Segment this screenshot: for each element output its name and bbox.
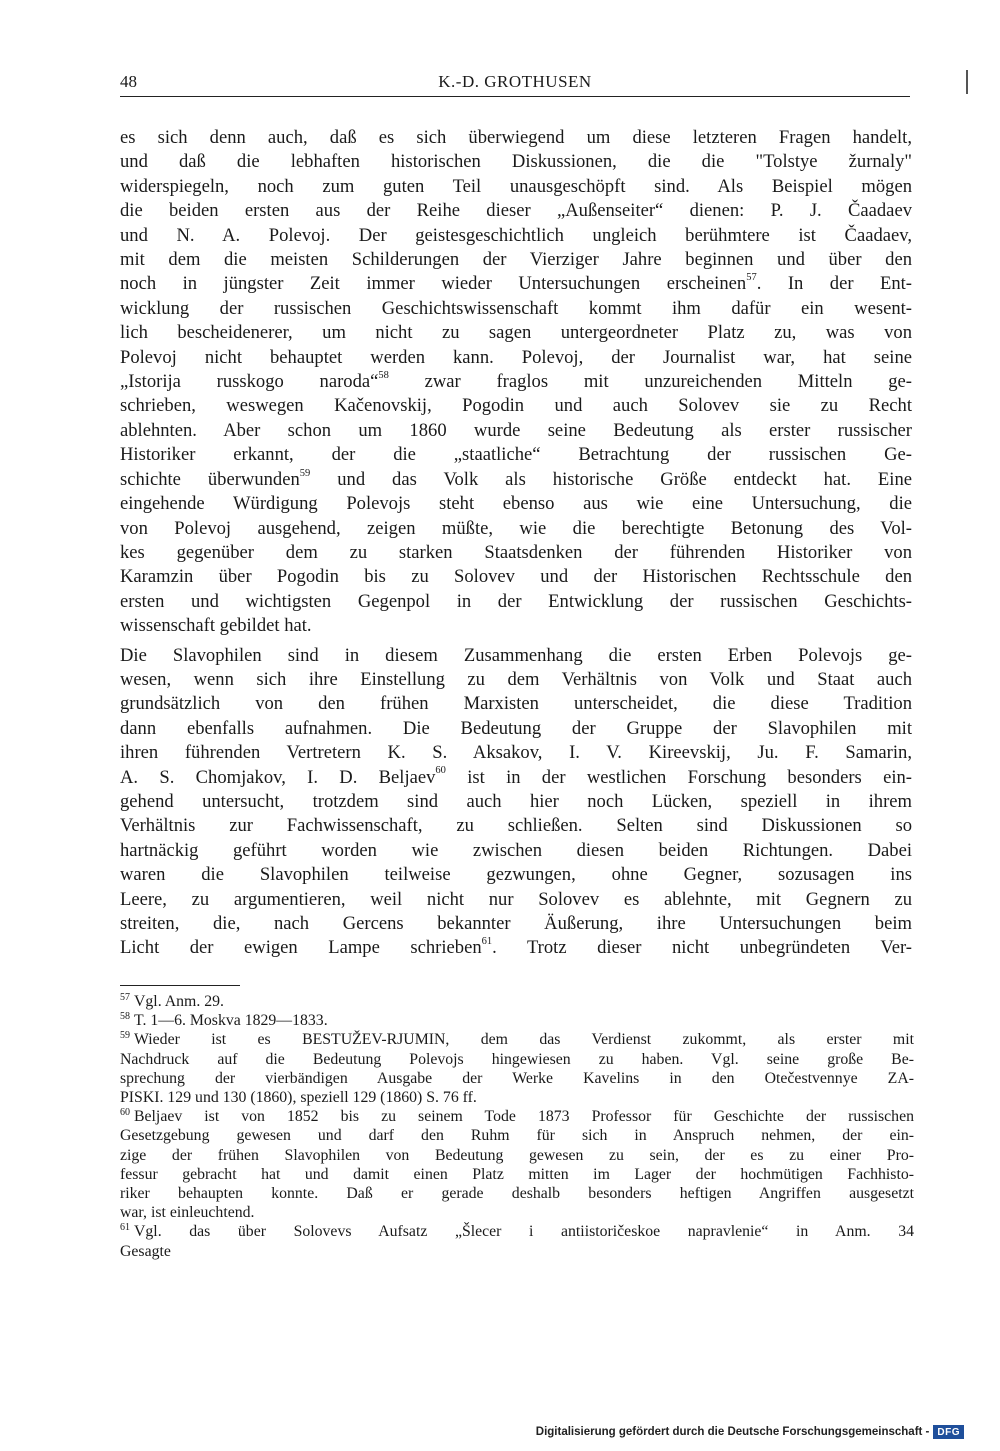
footnote-line: riker behaupten konnte. Daß er gerade deshalb besonders heftigen Angriffen ausgesetzt [120, 1185, 914, 1203]
body-text [120, 126, 912, 961]
footnote-text: Wieder ist es BESTUŽEV-RJUMIN, dem das Verdienst zukommt, als erster mit [134, 1031, 914, 1049]
text-line: ersten und wichtigsten Gegenpol in der Entwicklung der russischen Geschichts- [120, 590, 912, 612]
footnote-line: fessur gebracht hat und damit einen Platz mitten im Lager der hochmütigen Fachhisto- [120, 1165, 914, 1183]
footnote-line [120, 1222, 914, 1241]
footnote-mark: 61 [120, 1222, 130, 1234]
footnote-line [120, 992, 914, 1011]
text-line: waren die Slavophilen teilweise gezwungen, ohne Gegner, sozusagen ins [120, 864, 912, 886]
text-line: ihren führenden Vertretern K. S. Aksakov, I. V. Kireevskij, Ju. F. Samarin, [120, 742, 912, 764]
footnote-line: sprechung der vierbändigen Ausgabe der Werke Kavelins in den Otečestvennye ZA- [120, 1069, 914, 1087]
text-line: widerspiegeln, noch zum guten Teil unausgeschöpft sind. Als Beispiel mögen [120, 175, 912, 197]
text-segment: ist in der westlichen Forschung besonders ein- [445, 766, 912, 788]
footnote-59 [120, 1030, 914, 1107]
text-line: Polevoj nicht behauptet werden kann. Polevoj, der Journalist war, hat seine [120, 346, 912, 368]
footnote-57 [120, 992, 914, 1011]
text-line: dann ebenfalls aufnahmen. Die Bedeutung der Gruppe der Slavophilen mit [120, 717, 912, 739]
digitization-credit [536, 1421, 964, 1443]
text-segment: . In der Ent- [756, 273, 912, 295]
text-line: wicklung der russischen Geschichtswissenschaft kommt ihm dafür ein wesent- [120, 297, 912, 319]
text-line: Leere, zu argumentieren, weil nicht nur Solovev es ablehnte, mit Gegnern zu [120, 888, 912, 910]
page-number: 48 [120, 72, 137, 91]
footnote-ref-59[interactable]: 59 [299, 467, 311, 479]
text-segment: Licht der ewigen Lampe schrieben [120, 937, 482, 959]
text-line: wissenschaft gebildet hat. [120, 615, 312, 637]
text-line: Karamzin über Pogodin bis zu Solovev und der Historischen Rechtsschule den [120, 566, 912, 588]
footnote-ref-60[interactable]: 60 [435, 765, 446, 777]
text-line: streiten, die, nach Gercens bekannter Äußerung, ihre Untersuchungen beim [120, 913, 912, 934]
footnote-line: Gesetzgebung gewesen und darf den Ruhm für sich in Anspruch nehmen, der ein- [120, 1127, 914, 1145]
footnote-ref-61[interactable]: 61 [481, 936, 493, 948]
text-line: und daß die lebhaften historischen Diskussionen, die die "Tolstye žurnaly" [120, 151, 912, 173]
text-line: kes gegenüber dem zu starken Staatsdenken der führenden Historiker von [120, 541, 912, 563]
text-line: von Polevoj ausgehend, zeigen müßte, wie die berechtigte Betonung des Vol- [120, 517, 912, 539]
text-line: gehend untersucht, trotzdem sind auch hier noch Lücken, speziell in ihrem [120, 790, 912, 812]
footnote-text: Vgl. das über Solovevs Aufsatz „Šlecer i antiistoričeskoe napravlenie“ in Anm. 34 [134, 1223, 914, 1241]
footnote-line [120, 1030, 914, 1049]
footnote-divider [120, 985, 240, 986]
footnote-60 [120, 1107, 914, 1222]
text-line [120, 468, 912, 492]
dfg-logo-icon: DFG [933, 1425, 964, 1439]
paragraph-1 [120, 126, 912, 639]
text-line: Verhältnis zur Fachwissenschaft, zu schließen. Selten sind Diskussionen so [120, 815, 912, 837]
footnote-line [120, 1011, 914, 1030]
text-segment: noch in jüngster Zeit immer wieder Untersuchungen erscheinen [120, 273, 747, 295]
running-head: K.-D. GROTHUSEN [438, 72, 592, 91]
text-line: eingehende Würdigung Polevojs steht ebenso aus wie eine Untersuchung, die [120, 493, 912, 515]
text-line: grundsätzlich von den frühen Marxisten unterscheidet, die diese Tradition [120, 693, 912, 715]
footnote-mark: 59 [120, 1030, 130, 1042]
paragraph-2 [120, 644, 912, 961]
footnote-ref-57[interactable]: 57 [746, 272, 757, 284]
text-segment: schichte überwunden [120, 468, 300, 490]
text-line: Historiker erkannt, der die „staatliche“ Betrachtung der russischen Ge- [120, 444, 912, 466]
footnote-mark: 60 [120, 1106, 130, 1118]
footnote-text: Beljaev ist von 1852 bis zu seinem Tode 1873 Professor für Geschichte der russischen [134, 1108, 914, 1126]
footnote-61 [120, 1222, 914, 1260]
footnote-line: PISKI. 129 und 130 (1860), speziell 129 (1860) S. 76 ff. [120, 1089, 477, 1107]
footnote-line: zige der frühen Slavophilen von Bedeutung gewesen zu sein, der es zu einer Pro- [120, 1146, 914, 1164]
text-line [120, 272, 912, 296]
text-line: lich bescheidenerer, um nicht zu sagen untergeordneter Platz zu, was von [120, 322, 912, 344]
text-segment: und das Volk als historische Größe entdeckt hat. Eine [310, 468, 912, 490]
footnote-line: war, ist einleuchtend. [120, 1204, 255, 1222]
footnote-text: Vgl. Anm. 29. [134, 993, 224, 1010]
text-line: ablehnten. Aber schon um 1860 wurde seine Bedeutung als erster russischer [120, 419, 912, 441]
text-line: hartnäckig geführt worden wie zwischen diesen beiden Richtungen. Dabei [120, 839, 912, 861]
credit-text: Digitalisierung gefördert durch die Deutsche Forschungsgemeinschaft - [535, 1426, 930, 1438]
footnote-line: Nachdruck auf die Bedeutung Polevojs hingewiesen zu haben. Vgl. seine große Be- [120, 1050, 914, 1068]
footnotes [120, 992, 914, 1261]
text-line: und N. A. Polevoj. Der geistesgeschichtlich ungleich berühmtere ist Čaadaev, [120, 224, 912, 246]
text-line [120, 370, 912, 394]
text-line: schrieben, weswegen Kačenovskij, Pogodin und auch Solovev sie zu Recht [120, 395, 912, 417]
footnote-line: Gesagte [120, 1242, 171, 1260]
text-segment: „Istorija russkogo naroda“ [120, 371, 379, 393]
text-line [120, 936, 912, 960]
footnote-58 [120, 1011, 914, 1030]
text-line: wesen, wenn sich ihre Einstellung zu dem Verhältnis von Volk und Staat auch [120, 668, 912, 690]
text-line: Die Slavophilen sind in diesem Zusammenhang die ersten Erben Polevojs ge- [120, 644, 912, 666]
footnote-text: T. 1—6. Moskva 1829—1833. [134, 1012, 328, 1030]
text-line: mit dem die meisten Schilderungen der Vierziger Jahre beginnen und über den [120, 249, 912, 271]
text-line: es sich denn auch, daß es sich überwiegend um diese letzteren Fragen handelt, [120, 127, 912, 148]
text-line: die beiden ersten aus der Reihe dieser „Außenseiter“ dienen: P. J. Čaadaev [120, 200, 912, 222]
text-line [120, 766, 912, 790]
text-segment: zwar fraglos mit unzureichenden Mitteln ge- [388, 371, 912, 393]
footnote-mark: 58 [120, 1010, 130, 1022]
footnote-mark: 57 [120, 991, 130, 1003]
text-segment: . Trotz dieser nicht unbegründeten Ver- [492, 937, 913, 959]
page-header [120, 70, 910, 97]
margin-mark [966, 70, 968, 94]
text-segment: A. S. Chomjakov, I. D. Beljaev [120, 766, 436, 788]
footnote-ref-58[interactable]: 58 [378, 369, 389, 381]
footnote-line [120, 1107, 914, 1126]
